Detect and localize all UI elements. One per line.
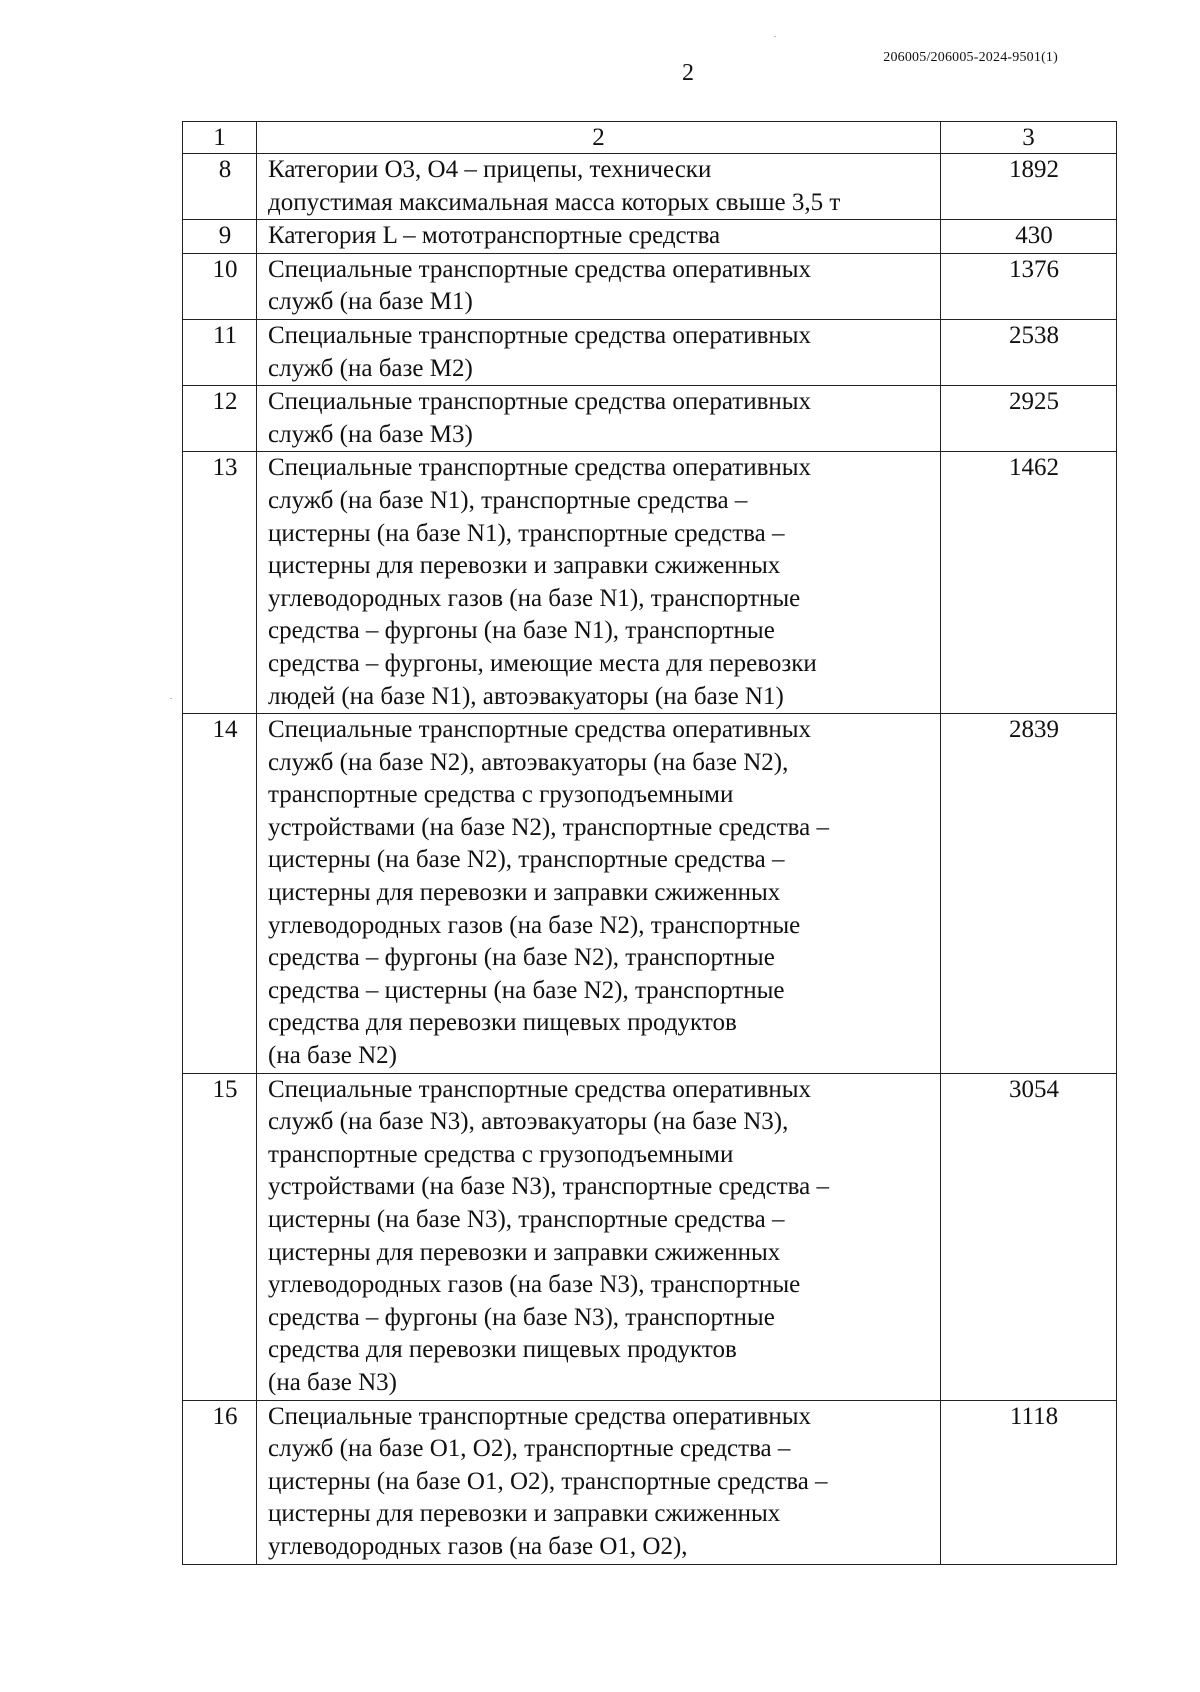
row-value: 2538 xyxy=(941,319,1117,385)
row-number: 9 xyxy=(183,220,257,254)
column-header: 1 xyxy=(183,122,257,154)
row-number: 14 xyxy=(183,714,257,1074)
row-description: Специальные транспортные средства оперативных служб (на базе М2) xyxy=(257,319,941,385)
table-row xyxy=(183,386,1117,452)
table-row xyxy=(183,1073,1117,1400)
row-description: Специальные транспортные средства оперативных служб (на базе N2), автоэвакуаторы (на базе N2), транспортные средства с грузоподъемными устройствами (на базе N2), транспортные средства – цистерны (на базе N2), транспортные средства – цистерны для перевозки и заправки сжиженных углеводородных газов (на базе N2), транспортные средства – фургоны (на базе N2), транспортные средства – цистерны (на базе N2), транспортные средства для перевозки пищевых продуктов (на базе N2) xyxy=(257,714,941,1074)
table-row xyxy=(183,1400,1117,1564)
table-row xyxy=(183,154,1117,220)
row-number: 16 xyxy=(183,1400,257,1564)
column-header: 2 xyxy=(257,122,941,154)
row-value: 1892 xyxy=(941,154,1117,220)
scan-speck xyxy=(170,698,172,699)
row-number: 13 xyxy=(183,452,257,714)
document-id: 206005/206005-2024-9501(1) xyxy=(883,50,1058,65)
row-description: Категория L – мототранспортные средства xyxy=(257,220,941,254)
table-row xyxy=(183,452,1117,714)
row-value: 1118 xyxy=(941,1400,1117,1564)
row-value: 1462 xyxy=(941,452,1117,714)
row-description: Специальные транспортные средства оперативных служб (на базе N1), транспортные средства – цистерны (на базе N1), транспортные средства – цистерны для перевозки и заправки сжиженных углеводородных газов (на базе N1), транспортные средства – фургоны (на базе N1), транспортные средства – фургоны, имеющие места для перевозки людей (на базе N1), автоэвакуаторы (на базе N1) xyxy=(257,452,941,714)
table-header-row xyxy=(183,122,1117,154)
tariff-table xyxy=(182,121,1117,1565)
row-value: 1376 xyxy=(941,253,1117,319)
row-value: 2839 xyxy=(941,714,1117,1074)
row-number: 12 xyxy=(183,386,257,452)
page-number: 2 xyxy=(682,60,694,86)
column-header: 3 xyxy=(941,122,1117,154)
row-description: Категории О3, О4 – прицепы, технически допустимая максимальная масса которых свыше 3,5 т xyxy=(257,154,941,220)
row-description: Специальные транспортные средства оперативных служб (на базе N3), автоэвакуаторы (на базе N3), транспортные средства с грузоподъемными устройствами (на базе N3), транспортные средства – цистерны (на базе N3), транспортные средства – цистерны для перевозки и заправки сжиженных углеводородных газов (на базе N3), транспортные средства – фургоны (на базе N3), транспортные средства для перевозки пищевых продуктов (на базе N3) xyxy=(257,1073,941,1400)
table-row xyxy=(183,714,1117,1074)
table-row xyxy=(183,253,1117,319)
row-value: 2925 xyxy=(941,386,1117,452)
scan-speck xyxy=(774,36,776,37)
row-number: 10 xyxy=(183,253,257,319)
row-value: 3054 xyxy=(941,1073,1117,1400)
table-row xyxy=(183,319,1117,385)
row-description: Специальные транспортные средства оперативных служб (на базе М3) xyxy=(257,386,941,452)
row-number: 11 xyxy=(183,319,257,385)
row-description: Специальные транспортные средства оперативных служб (на базе О1, О2), транспортные средства – цистерны (на базе О1, О2), транспортные средства – цистерны для перевозки и заправки сжиженных углеводородных газов (на базе О1, О2), xyxy=(257,1400,941,1564)
row-number: 8 xyxy=(183,154,257,220)
table-row xyxy=(183,220,1117,254)
row-value: 430 xyxy=(941,220,1117,254)
row-number: 15 xyxy=(183,1073,257,1400)
row-description: Специальные транспортные средства оперативных служб (на базе М1) xyxy=(257,253,941,319)
